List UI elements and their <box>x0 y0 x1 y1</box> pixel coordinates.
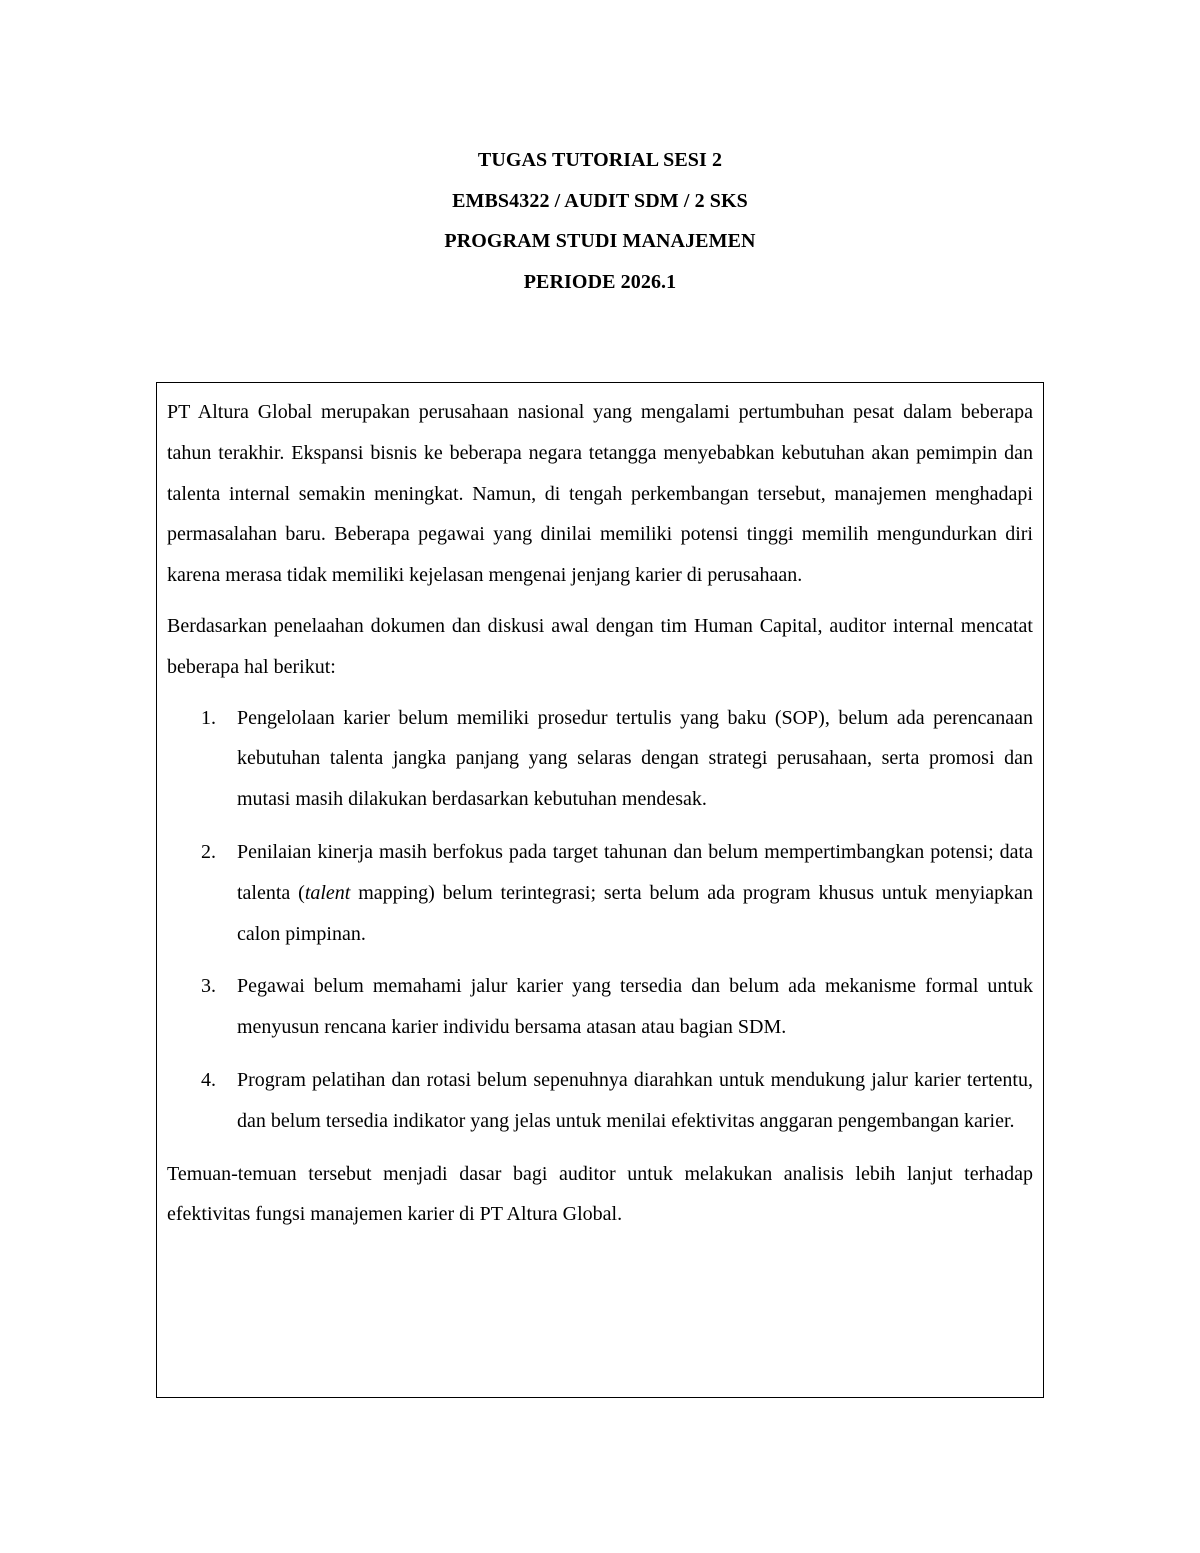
finding-item-2 <box>167 832 1033 954</box>
finding-text-part: Penilaian kinerja masih berfokus pada target tahunan dan belum mempertimbangkan potensi; data talenta ( <box>237 840 1033 904</box>
finding-text: Pengelolaan karier belum memiliki prosedur tertulis yang baku (SOP), belum ada perencanaan kebutuhan talenta jangka panjang yang selaras dengan strategi perusahaan, serta promosi dan mutasi masih dilakukan berdasarkan kebutuhan mendesak. <box>237 706 1033 811</box>
finding-number: 1. <box>201 706 216 729</box>
finding-number: 3. <box>201 975 216 998</box>
finding-item-1 <box>167 698 1033 820</box>
findings-list <box>167 698 1033 1142</box>
finding-item-3 <box>167 966 1033 1048</box>
finding-text <box>237 832 1033 954</box>
header-course: EMBS4322 / AUDIT SDM / 2 SKS <box>452 189 748 212</box>
case-lead-in-paragraph: Berdasarkan penelaahan dokumen dan diskusi awal dengan tim Human Capital, auditor internal mencatat beberapa hal berikut: <box>167 614 1033 678</box>
finding-number: 4. <box>201 1068 216 1091</box>
header-program: PROGRAM STUDI MANAJEMEN <box>444 230 756 252</box>
finding-number: 2. <box>201 840 216 863</box>
finding-text-italic: talent <box>304 881 351 904</box>
finding-text: Program pelatihan dan rotasi belum sepenuhnya diarahkan untuk mendukung jalur karier tertentu, dan belum tersedia indikator yang jelas untuk menilai efektivitas anggaran pengembangan karier. <box>237 1068 1033 1132</box>
finding-text-part: mapping) belum terintegrasi; serta belum ada program khusus untuk menyiapkan calon pimpinan. <box>237 881 1034 945</box>
case-study-box <box>156 382 1044 1398</box>
case-closing-paragraph: Temuan-temuan tersebut menjadi dasar bagi auditor untuk melakukan analisis lebih lanjut terhadap efektivitas fungsi manajemen karier di PT Altura Global. <box>167 1162 1033 1226</box>
finding-item-4 <box>167 1060 1033 1142</box>
header-period: PERIODE 2026.1 <box>523 270 677 293</box>
document-header <box>0 140 1200 302</box>
header-title: TUGAS TUTORIAL SESI 2 <box>477 149 723 171</box>
finding-text: Pegawai belum memahami jalur karier yang tersedia dan belum ada mekanisme formal untuk menyusun rencana karier individu bersama atasan atau bagian SDM. <box>237 975 1033 1039</box>
case-intro-paragraph: PT Altura Global merupakan perusahaan nasional yang mengalami pertumbuhan pesat dalam beberapa tahun terakhir. Ekspansi bisnis ke beberapa negara tetangga menyebabkan kebutuhan akan pemimpin dan talenta internal semakin meningkat. Namun, di tengah perkembangan tersebut, manajemen menghadapi permasalahan baru. Beberapa pegawai yang dinilai memiliki potensi tinggi memilih mengundurkan diri karena merasa tidak memiliki kejelasan mengenai jenjang karier di perusahaan. <box>167 401 1033 587</box>
